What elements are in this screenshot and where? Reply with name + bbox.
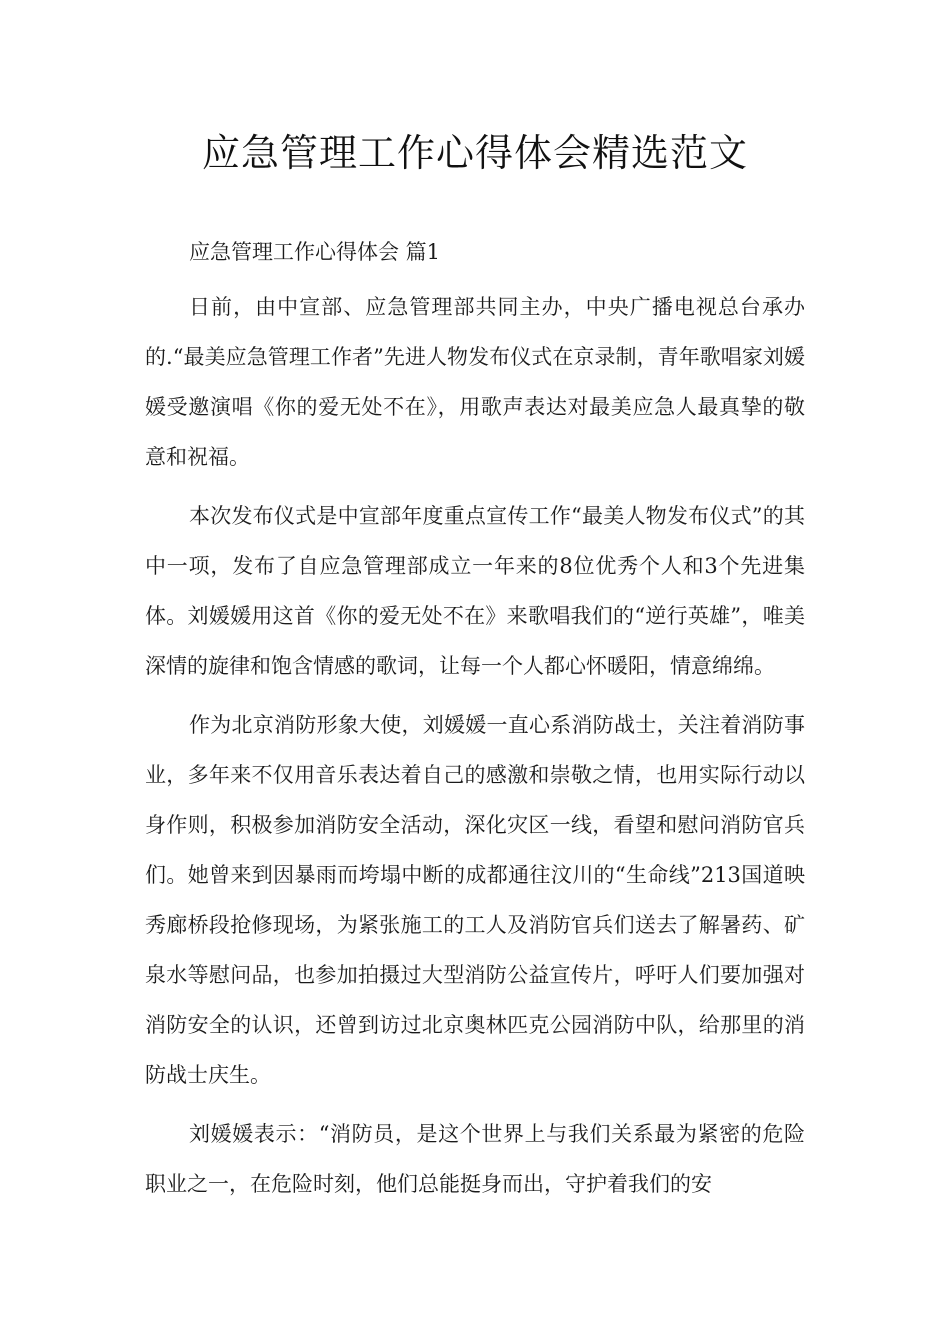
document-body bbox=[145, 232, 805, 1209]
section-heading: 应急管理工作心得体会 篇1 bbox=[189, 240, 441, 264]
paragraph-2: 本次发布仪式是中宣部年度重点宣传工作“最美人物发布仪式”的其中一项，发布了自应急管理部成立一年来的8位优秀个人和3个先进集体。刘媛媛用这首《你的爱无处不在》来歌唱我们的“逆行英雄”，唯美深情的旋律和饱含情感的歌词，让每一个人都心怀暖阳，情意绵绵。 bbox=[145, 504, 805, 678]
paragraph-3: 作为北京消防形象大使，刘媛媛一直心系消防战士，关注着消防事业，多年来不仅用音乐表达着自己的感激和崇敬之情，也用实际行动以身作则，积极参加消防安全活动，深化灾区一线，看望和慰问消防官兵们。她曾来到因暴雨而垮塌中断的成都通往汶川的“生命线”213国道映秀廊桥段抢修现场，为紧张施工的工人及消防官兵们送去了解暑药、矿泉水等慰问品，也参加拍摄过大型消防公益宣传片，呼吁人们要加强对消防安全的认识，还曾到访过北京奥林匹克公园消防中队，给那里的消防战士庆生。 bbox=[145, 713, 805, 1087]
paragraph-1: 日前，由中宣部、应急管理部共同主办，中央广播电视总台承办的.“最美应急管理工作者”先进人物发布仪式在京录制，青年歌唱家刘媛媛受邀演唱《你的爱无处不在》，用歌声表达对最美应急人最真挚的敬意和祝福。 bbox=[145, 295, 805, 469]
paragraph-4: 刘媛媛表示：“消防员，是这个世界上与我们关系最为紧密的危险职业之一，在危险时刻，他们总能挺身而出，守护着我们的安 bbox=[145, 1122, 805, 1196]
document-title: 应急管理工作心得体会精选范文 bbox=[201, 131, 748, 175]
